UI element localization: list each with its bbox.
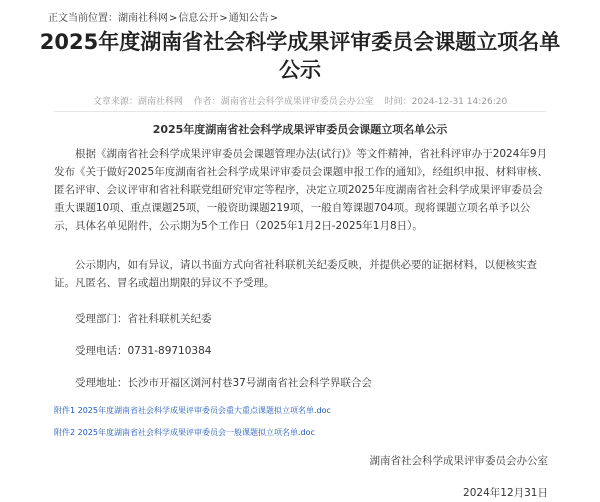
breadcrumb-link-info[interactable]: 信息公开 bbox=[178, 13, 219, 24]
article-subtitle: 2025年度湖南省社会科学成果评审委员会课题立项名单公示 bbox=[152, 123, 448, 136]
body-paragraph-1: 根据《湖南省社会科学成果评审委员会课题管理办法(试行)》等文件精神，省社科评审办于2024年9月发布《关于做好2025年度湖南省社会科学成果评审委员会课题申报工作的通知》，经组织申报、材料审核、匿名评审、会议评审和省社科联党组研究审定等程序，决定立项2025年度湖南省社会科学成果评审委员会重大课题10项、重点课题25项，一般资助课题219项，一般自筹课题704项。现将课题立项名单予以公示，具体名单见附件，公示期为5个工作日（2025年1月2日-2025年1月8日）。 bbox=[54, 148, 548, 232]
page-title-line1: 2025年度湖南省社会科学成果评审委员会课题立项名单 bbox=[39, 30, 561, 54]
divider bbox=[54, 111, 546, 112]
breadcrumb-separator: > bbox=[219, 13, 228, 24]
contact-department: 受理部门：省社科联机关纪委 bbox=[75, 313, 212, 325]
breadcrumb-link-home[interactable]: 湖南社科网 bbox=[118, 13, 168, 24]
breadcrumb-separator: > bbox=[269, 13, 279, 24]
breadcrumb-link-notices[interactable]: 通知公告 bbox=[228, 13, 269, 24]
attachment-link-2[interactable]: 附件2 2025年度湖南省社会科学成果评审委员会一般课题拟立项名单.doc bbox=[54, 428, 315, 437]
article-source: 文章来源：湖南社科网 bbox=[92, 97, 183, 107]
breadcrumb bbox=[48, 9, 279, 24]
page-title-line2: 公示 bbox=[279, 58, 321, 82]
breadcrumb-separator: > bbox=[169, 13, 178, 24]
attachment-link-1[interactable]: 附件1 2025年度湖南省社会科学成果评审委员会重大重点课题拟立项名单.doc bbox=[54, 406, 331, 415]
breadcrumb-prefix: 正文当前位置： bbox=[48, 13, 118, 24]
contact-address: 受理地址：长沙市开福区浏河村巷37号湖南省社会科学界联合会 bbox=[75, 377, 372, 389]
contact-phone: 受理电话：0731-89710384 bbox=[75, 345, 212, 357]
article-time: 时间：2024-12-31 14:26:20 bbox=[384, 97, 508, 107]
signature-date: 2024年12月31日 bbox=[463, 487, 548, 499]
article-meta bbox=[0, 94, 600, 107]
page-title bbox=[0, 28, 600, 84]
article-author: 作者：湖南省社会科学成果评审委员会办公室 bbox=[193, 97, 374, 107]
signature-office: 湖南省社会科学成果评审委员会办公室 bbox=[369, 455, 548, 467]
body-paragraph-2: 公示期内，如有异议，请以书面方式向省社科联机关纪委反映，并提供必要的证据材料，以便核实查证。凡匿名、冒名或超出期限的异议不予受理。 bbox=[54, 259, 537, 289]
